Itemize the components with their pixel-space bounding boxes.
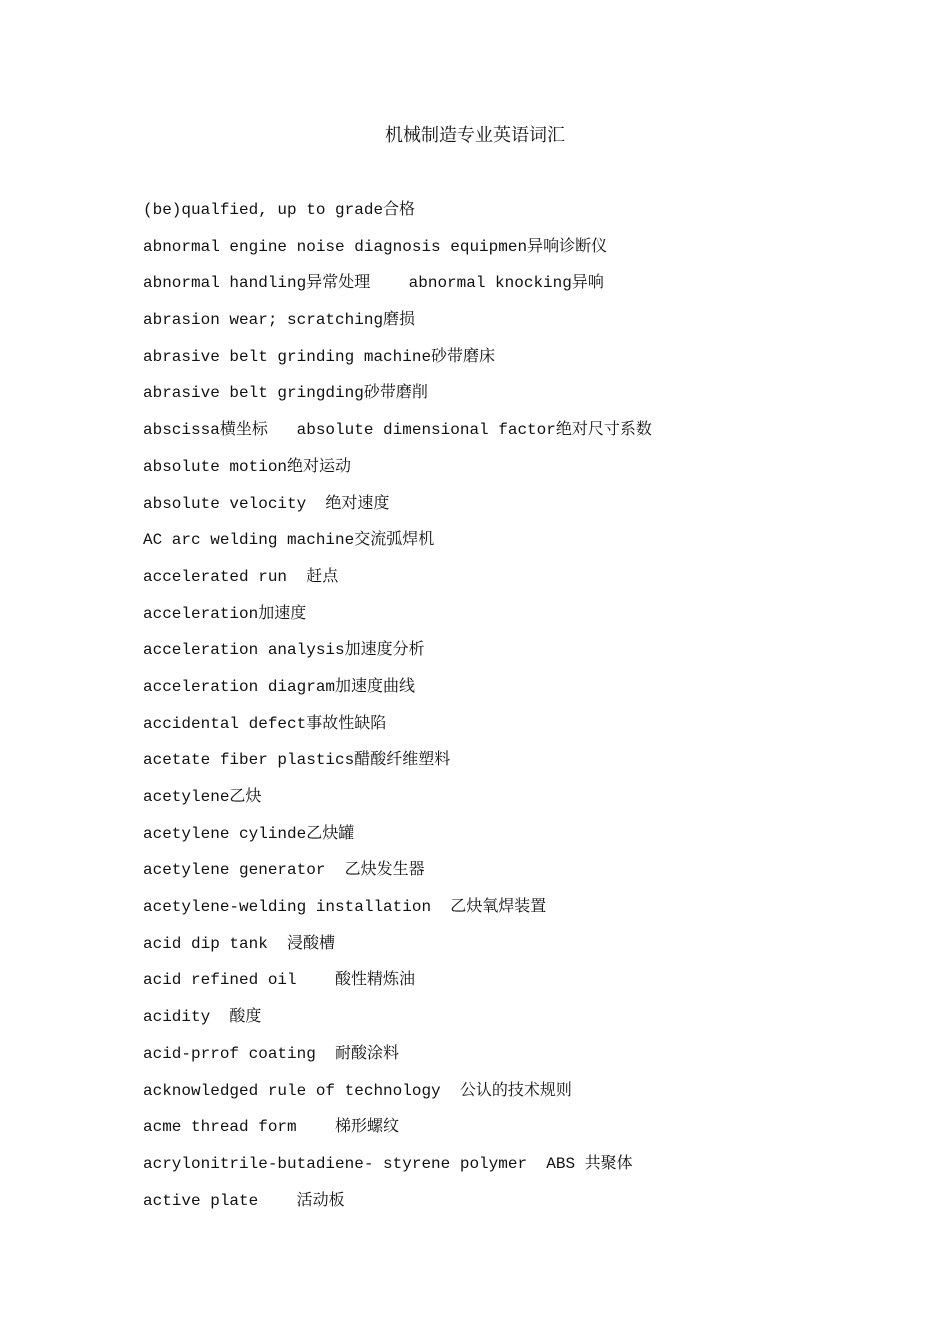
- list-item: accidental defect事故性缺陷: [143, 714, 387, 733]
- list-item: acetylene-welding installation 乙炔氧焊装置: [143, 898, 547, 917]
- list-item: AC arc welding machine交流弧焊机: [143, 531, 435, 550]
- list-item: absolute velocity 绝对速度: [143, 494, 390, 513]
- list-item: abrasive belt gringding砂带磨削: [143, 384, 428, 403]
- list-item: acceleration analysis加速度分析: [143, 641, 425, 660]
- list-item: abnormal engine noise diagnosis equipmen异响诊断仪: [143, 237, 608, 256]
- list-item: abrasion wear; scratching磨损: [143, 311, 416, 330]
- list-item: abscissa横坐标 absolute dimensional factor绝对尺寸系数: [143, 421, 652, 440]
- list-item: acetylene generator 乙炔发生器: [143, 861, 425, 880]
- list-item: acknowledged rule of technology 公认的技术规则: [143, 1081, 572, 1100]
- list-item: acetylene cylinde乙炔罐: [143, 824, 355, 843]
- list-item: acid-prrof coating 耐酸涂料: [143, 1044, 400, 1063]
- list-item: abnormal handling异常处理 abnormal knocking异响: [143, 274, 604, 293]
- list-item: acid refined oil 酸性精炼油: [143, 971, 416, 990]
- list-item: acceleration加速度: [143, 604, 307, 623]
- list-item: abrasive belt grinding machine砂带磨床: [143, 347, 496, 366]
- list-item: active plate 活动板: [143, 1191, 345, 1210]
- list-item: acidity 酸度: [143, 1008, 262, 1027]
- list-item: acid dip tank 浸酸槽: [143, 934, 336, 953]
- list-item: (be)qualfied, up to grade合格: [143, 201, 416, 219]
- vocabulary-list: [143, 198, 863, 1225]
- list-item: acetate fiber plastics醋酸纤维塑料: [143, 751, 451, 770]
- list-item: acetylene乙炔: [143, 788, 262, 806]
- page-title: 机械制造专业英语词汇: [385, 125, 565, 146]
- list-item: acme thread form 梯形螺纹: [143, 1118, 400, 1137]
- list-item: accelerated run 赶点: [143, 567, 339, 586]
- list-item: acrylonitrile-butadiene- styrene polymer ABS 共聚体: [143, 1154, 633, 1173]
- list-item: absolute motion绝对运动: [143, 457, 352, 476]
- list-item: acceleration diagram加速度曲线: [143, 677, 416, 696]
